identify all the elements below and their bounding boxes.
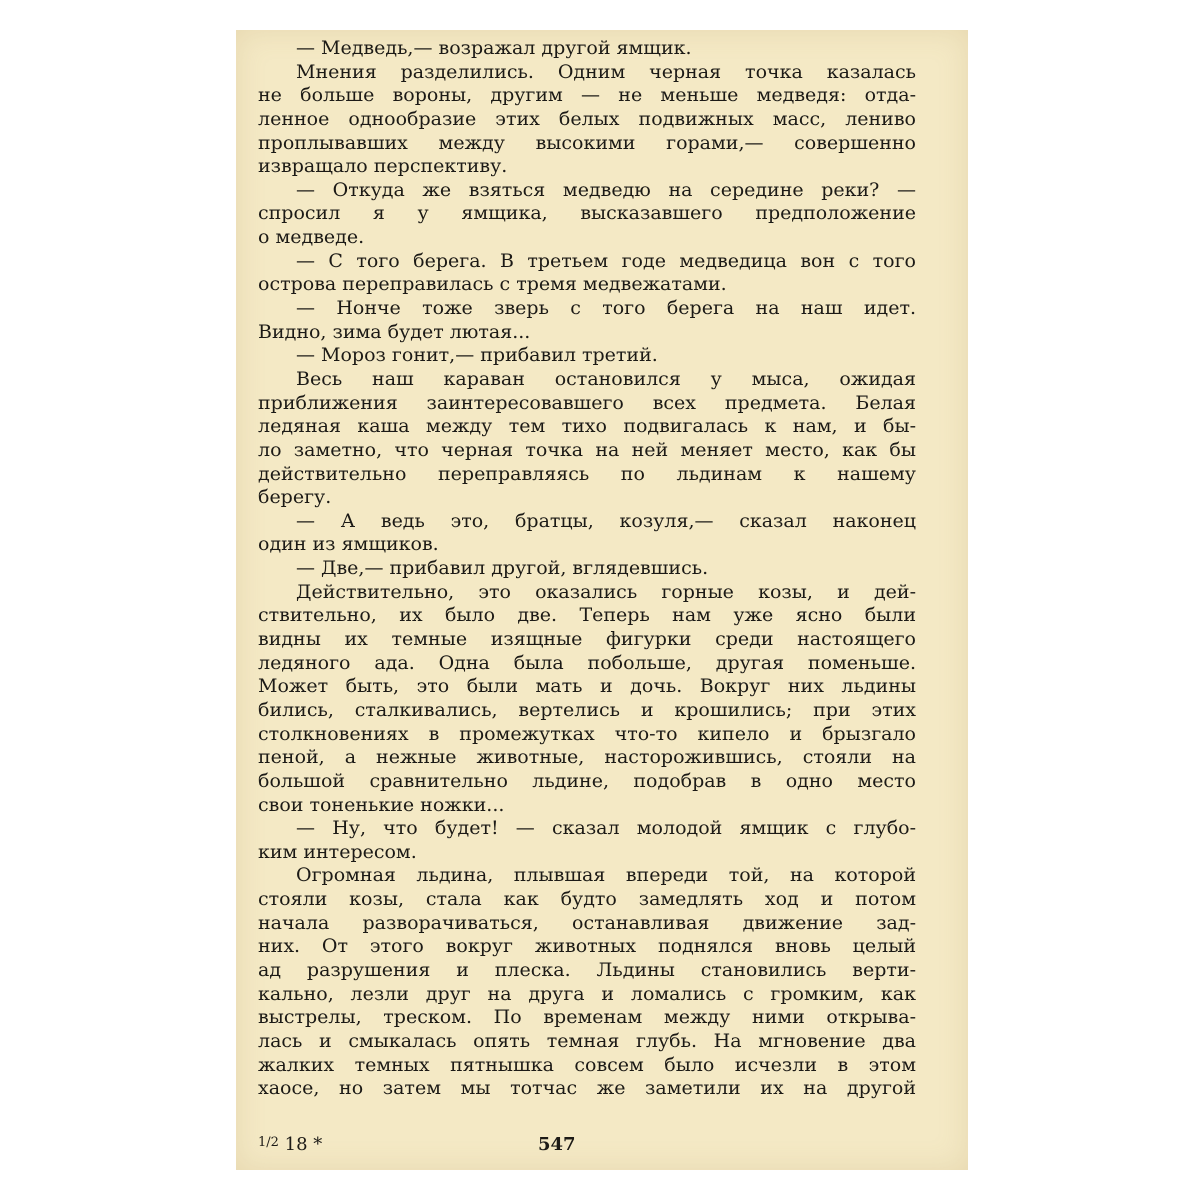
text-line: ло заметно, что черная точка на ней меняет место, как бы xyxy=(258,438,916,461)
text-line: пеной, а нежные животные, насторожившись, стояли на xyxy=(258,746,916,769)
text-line: начала разворачиваться, останавливая движение зад- xyxy=(258,911,916,934)
text-line: острова переправилась с тремя медвежатами. xyxy=(258,273,727,296)
text-line: — Мороз гонит,— прибавил третий. xyxy=(296,344,658,367)
text-line: большой сравнительно льдине, подобрав в одно место xyxy=(258,769,916,792)
text-line: извращало перспективу. xyxy=(258,155,508,178)
text-line: — Нонче тоже зверь с того берега на наш идет. xyxy=(296,297,916,320)
text-line: — Откуда же взяться медведю на середине реки? — xyxy=(296,178,916,201)
signature-mark: * xyxy=(313,1134,323,1155)
signature-number: 18 xyxy=(284,1134,308,1155)
text-line: Действительно, это оказались горные козы, и дей- xyxy=(296,580,916,603)
text-line: ад разрушения и плеска. Льдины становились верти- xyxy=(258,958,916,981)
page-number: 547 xyxy=(538,1134,576,1155)
text-line: действительно переправляясь по льдинам к нашему xyxy=(258,462,916,485)
text-line: жалких темных пятнышка совсем было исчезли в этом xyxy=(258,1053,916,1076)
text-line: выстрелы, треском. По временам между ними открыва- xyxy=(258,1006,916,1029)
text-line: стояли козы, стала как будто замедлять ход и потом xyxy=(258,888,916,911)
signature-fraction: 1/2 xyxy=(258,1135,279,1150)
text-line: — Медведь,— возражал другой ямщик. xyxy=(296,37,692,59)
text-line: свои тоненькие ножки... xyxy=(258,793,505,816)
text-line: лась и смыкалась опять темная глубь. На мгновение два xyxy=(258,1029,916,1052)
text-line: них. От этого вокруг животных поднялся вновь целый xyxy=(258,935,916,958)
text-line: приближения заинтересовавшего всех предмета. Белая xyxy=(258,391,916,414)
text-line: один из ямщиков. xyxy=(258,533,439,556)
text-line: — Две,— прибавил другой, вглядевшись. xyxy=(296,557,709,580)
text-line: ленное однообразие этих белых подвижных масс, лениво xyxy=(258,107,916,130)
text-line: спросил я у ямщика, высказавшего предположение xyxy=(258,202,916,225)
text-line: — С того берега. В третьем годе медведица вон с того xyxy=(296,249,916,272)
book-page xyxy=(236,30,968,1170)
text-line: видны их темные изящные фигурки среди настоящего xyxy=(258,628,916,651)
text-line: Видно, зима будет лютая... xyxy=(258,320,531,343)
text-line: берегу. xyxy=(258,486,332,509)
text-line: бились, сталкивались, вертелись и крошились; при этих xyxy=(258,698,916,721)
text-line: Весь наш караван остановился у мыса, ожидая xyxy=(296,367,916,390)
text-line: столкновениях в промежутках что-то кипело и брызгало xyxy=(258,722,916,745)
text-line: проплывавших между высокими горами,— совершенно xyxy=(258,131,916,154)
text-line: о медведе. xyxy=(258,226,365,249)
text-line: Может быть, это были мать и дочь. Вокруг них льдины xyxy=(258,675,916,698)
text-line: — Ну, что будет! — сказал молодой ямщик с глубо- xyxy=(296,817,916,840)
text-line: — А ведь это, братцы, козуля,— сказал наконец xyxy=(296,509,916,532)
text-line: Огромная льдина, плывшая впереди той, на которой xyxy=(296,864,916,887)
page-text xyxy=(258,37,916,1101)
text-line: Мнения разделились. Одним черная точка казалась xyxy=(296,60,916,83)
printer-signature xyxy=(258,1134,322,1155)
text-line: ледяная каша между тем тихо подвигалась к нам, и бы- xyxy=(258,415,916,438)
text-line: ким интересом. xyxy=(258,840,417,863)
text-line: кально, лезли друг на друга и ломались с громким, как xyxy=(258,982,916,1005)
text-line: ствительно, их было две. Теперь нам уже ясно были xyxy=(258,604,916,627)
text-line: ледяного ада. Одна была побольше, другая поменьше. xyxy=(258,651,916,674)
text-line: хаосе, но затем мы тотчас же заметили их на другой xyxy=(258,1077,916,1100)
text-line: не больше вороны, другим — не меньше медведя: отда- xyxy=(258,84,916,107)
